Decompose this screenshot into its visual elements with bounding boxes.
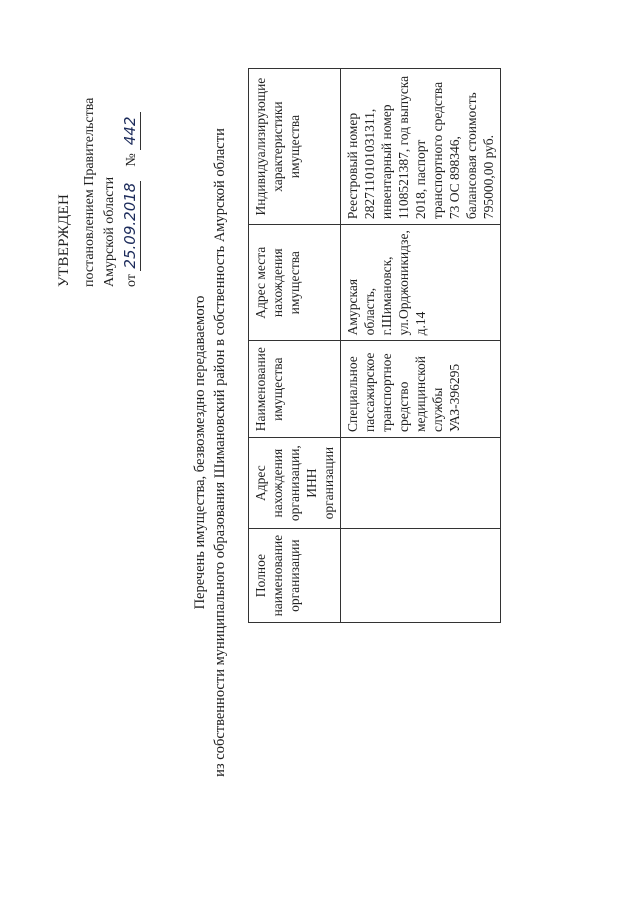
approval-stamp [54, 98, 142, 287]
approval-heading: УТВЕРЖДЕН [56, 193, 72, 287]
approval-line-2: Амурской области [102, 176, 117, 287]
header-org-name: Полное наименование организации [249, 529, 341, 623]
title-line-1: Перечень имущества, безвозмездно передаваемого [192, 295, 208, 610]
handwritten-number: 442 [120, 112, 141, 150]
header-org-address: Адрес нахождения организации, ИНН организации [249, 438, 341, 529]
cell-characteristics: Реестровый номер 2827110101031311, инвентарный номер 1108521387, год выпуска 2018, паспорт транспортного средства 73 ОС 898346, балансовая стоимость 795000,00 руб. [341, 69, 501, 225]
table-header-row [249, 69, 341, 623]
title-line-2: из собственности муниципального образования Шимановский район в собственность Амурской области [212, 128, 228, 777]
approval-date-line [120, 98, 142, 287]
cell-org-name [341, 529, 501, 623]
cell-property-name: Специальное пассажирское транспортное средство медицинской службы УАЗ-396295 [341, 341, 501, 438]
cell-property-address: Амурская область, г.Шимановск, ул.Орджоникидзе, д.14 [341, 225, 501, 341]
header-property-address: Адрес места нахождения имущества [249, 225, 341, 341]
property-table [248, 68, 501, 623]
header-property-name: Наименование имущества [249, 341, 341, 438]
header-characteristics: Индивидуализирующие характеристики имущества [249, 69, 341, 225]
number-prefix: № [124, 153, 139, 167]
date-prefix: от [124, 274, 139, 287]
table-row [341, 69, 501, 623]
document-title [190, 0, 230, 905]
cell-org-address [341, 438, 501, 529]
handwritten-date: 25.09.2018 [121, 182, 139, 269]
approval-line-1: постановлением Правительства [82, 97, 97, 287]
